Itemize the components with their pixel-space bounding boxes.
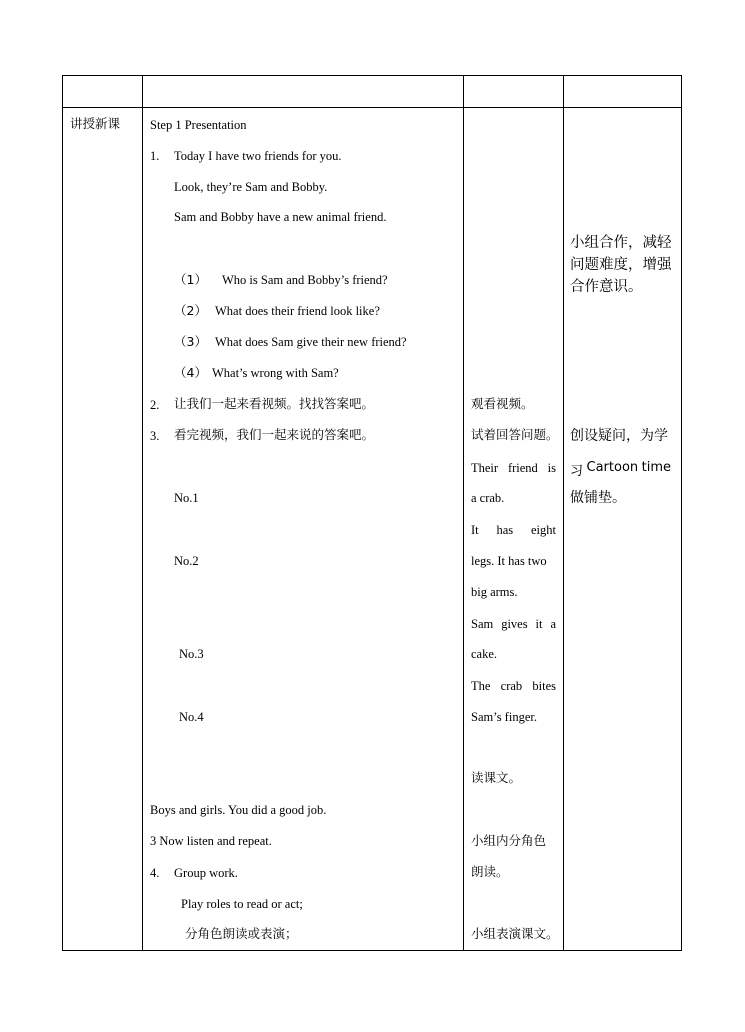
word: a xyxy=(550,617,556,631)
item4-text: Group work. xyxy=(174,866,238,880)
answer-label: No.4 xyxy=(179,710,204,724)
design-intent-line xyxy=(570,460,671,479)
table-right-border xyxy=(681,75,682,951)
step-title: Step 1 Presentation xyxy=(150,118,247,132)
col-divider xyxy=(563,75,564,951)
question-text: What does Sam give their new friend? xyxy=(215,335,407,349)
word: Cartoon xyxy=(586,460,639,475)
answer3-line xyxy=(471,617,556,632)
word: bites xyxy=(532,679,556,693)
student-try-answer: 试着回答问题。 xyxy=(471,427,559,442)
item-number: 3. xyxy=(150,429,160,443)
word: The xyxy=(471,679,491,693)
answer2-line: big arms. xyxy=(471,585,518,599)
answer2-line xyxy=(471,523,556,538)
word: It xyxy=(471,523,479,537)
lesson-table xyxy=(62,75,682,951)
answer-label: No.1 xyxy=(174,491,199,505)
word: is xyxy=(547,461,556,475)
table-bottom-border xyxy=(62,950,682,951)
item2-text: 让我们一起来看视频。找找答案吧。 xyxy=(174,396,375,411)
question-text: Who is Sam and Bobby’s friend? xyxy=(222,273,388,287)
word: Their xyxy=(471,461,499,475)
answer2-line: legs. It has two xyxy=(471,554,547,568)
word: friend xyxy=(507,461,538,475)
roles-chinese: 分角色朗读或表演； xyxy=(185,926,298,941)
word: 习 xyxy=(570,464,584,479)
answer1-line xyxy=(471,461,556,476)
word: it xyxy=(535,617,543,631)
item1-line: Sam and Bobby have a new animal friend. xyxy=(174,210,387,224)
question-number: （4） xyxy=(174,365,207,380)
word: eight xyxy=(531,523,556,537)
answer-label: No.3 xyxy=(179,647,204,661)
question-number: （1） xyxy=(174,272,207,287)
word: time xyxy=(641,460,671,475)
design-intent-line: 做铺垫。 xyxy=(570,490,626,506)
design-intent-note: 小组合作，减轻问题难度，增强合作意识。 xyxy=(570,235,672,295)
question-text: What does their friend look like? xyxy=(215,304,380,318)
listen-text: 3 Now listen and repeat. xyxy=(150,834,272,848)
design-intent-line: 创设疑问，为学 xyxy=(570,428,668,444)
row-divider xyxy=(62,107,682,108)
col-divider xyxy=(142,75,143,951)
question-number: （2） xyxy=(174,303,207,318)
student-group-read: 小组内分角色 xyxy=(471,833,547,848)
item-number: 1. xyxy=(150,149,160,163)
student-watch: 观看视频。 xyxy=(471,396,534,411)
question-text: What’s wrong with Sam? xyxy=(212,366,339,380)
student-perform: 小组表演课文。 xyxy=(471,926,559,941)
item3-text: 看完视频，我们一起来说的答案吧。 xyxy=(174,427,375,442)
answer4-line: Sam’s finger. xyxy=(471,710,537,724)
item1-line: Look, they’re Sam and Bobby. xyxy=(174,180,328,194)
roles-english: Play roles to read or act; xyxy=(181,897,303,911)
item1-line: Today I have two friends for you. xyxy=(174,149,342,163)
word: crab xyxy=(500,679,523,693)
word: has xyxy=(496,523,514,537)
answer-label: No.2 xyxy=(174,554,199,568)
answer3-line: cake. xyxy=(471,647,498,661)
question-number: （3） xyxy=(174,334,207,349)
word: Sam xyxy=(471,617,494,631)
item-number: 2. xyxy=(150,398,160,412)
item-number: 4. xyxy=(150,866,160,880)
praise-text: Boys and girls. You did a good job. xyxy=(150,803,327,817)
answer4-line xyxy=(471,679,556,694)
section-label: 讲授新课 xyxy=(70,116,121,131)
col-divider xyxy=(463,75,464,951)
student-group-read: 朗读。 xyxy=(471,864,509,879)
student-read-text: 读课文。 xyxy=(471,770,522,785)
word: gives xyxy=(501,617,528,631)
answer1-line: a crab. xyxy=(471,491,505,505)
